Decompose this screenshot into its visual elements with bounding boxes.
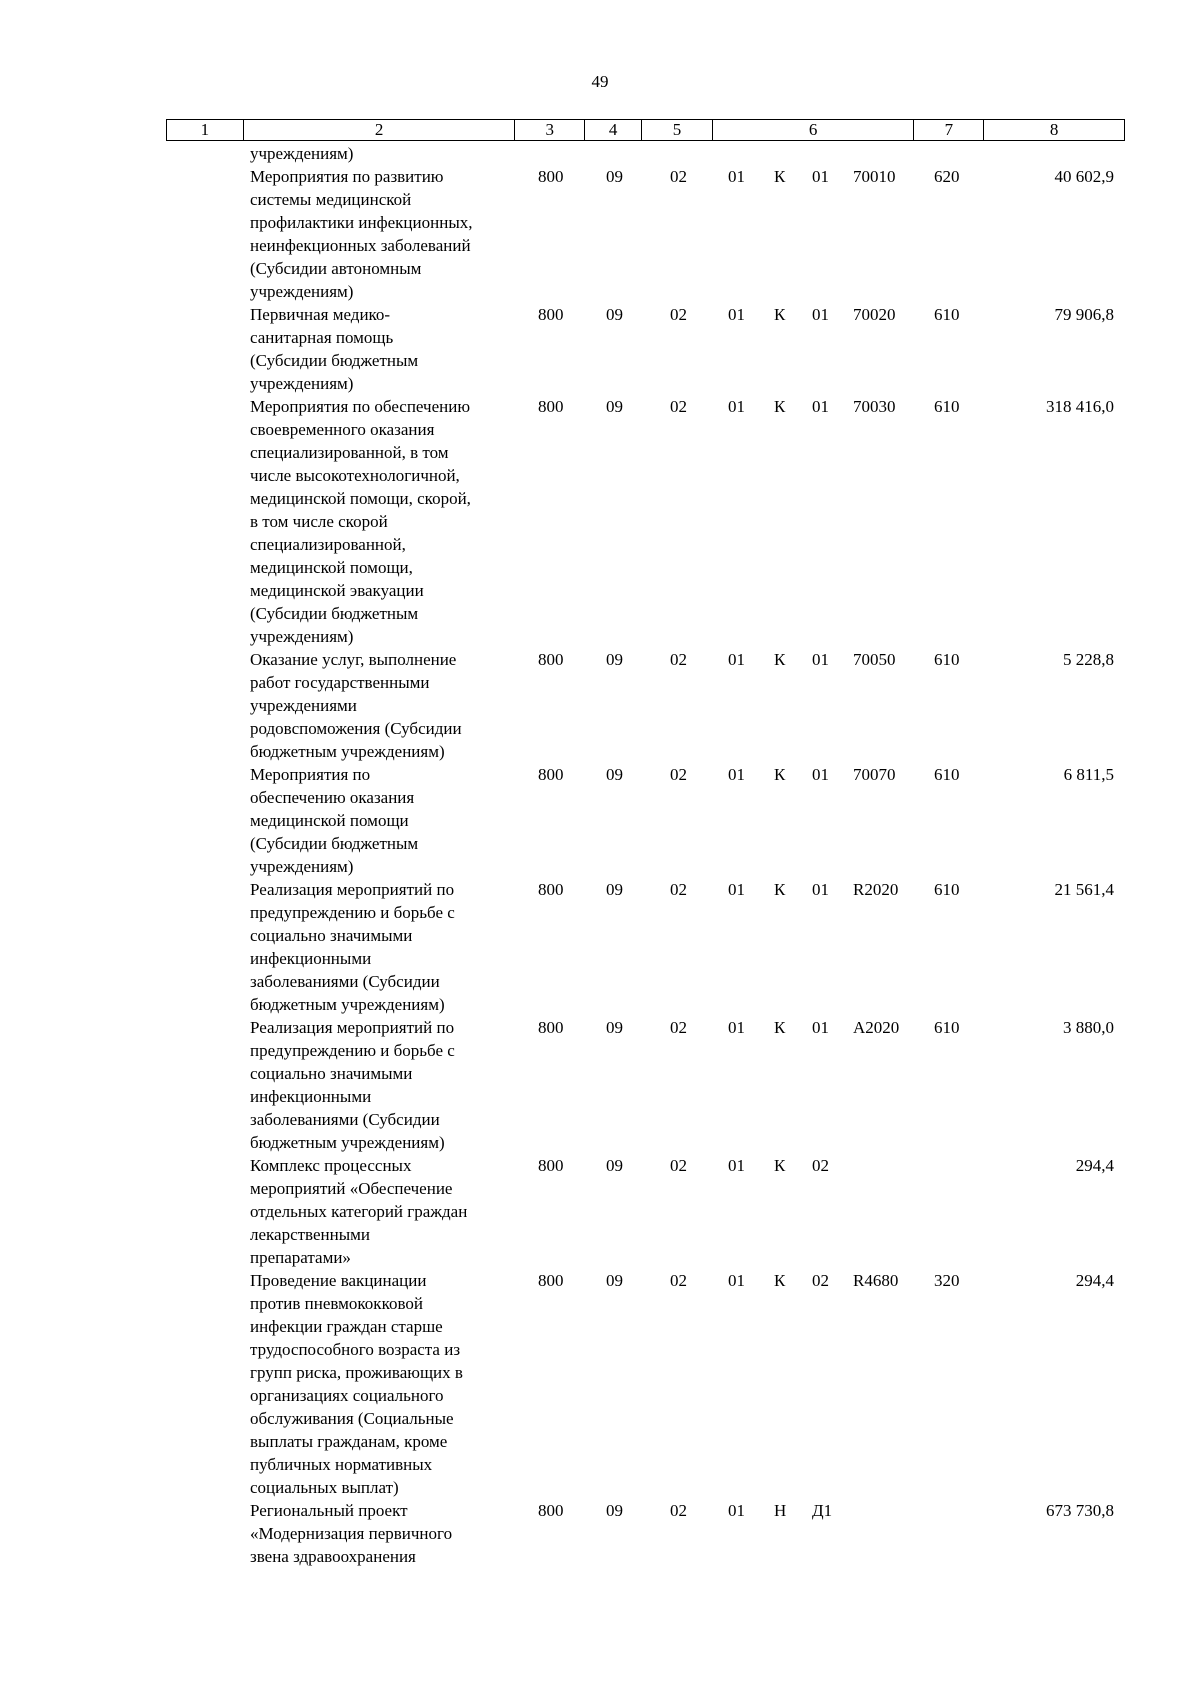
page-number: 49 bbox=[591, 72, 609, 91]
table-row bbox=[0, 165, 1200, 303]
col-8-amount: 79 906,8 bbox=[1054, 305, 1114, 324]
col-4-value: 09 bbox=[606, 1018, 623, 1037]
col-6-program: 01 bbox=[728, 880, 745, 899]
col-8-amount: 5 228,8 bbox=[1063, 650, 1114, 669]
col-6-event: 01 bbox=[812, 1018, 829, 1037]
row-name: Мероприятия по обеспечению своевременного оказания специализированной, в том числе высокотехнологичной, медицинской помощи, скорой, в том числе скорой специализированной, медицинской помощи, медицинской эвакуации (Субсидии бюджетным учреждениям) bbox=[250, 397, 471, 646]
table-row bbox=[0, 878, 1200, 1016]
col-3-value: 800 bbox=[538, 880, 564, 899]
col-6-event: 02 bbox=[812, 1156, 829, 1175]
col-6-subprogram: К bbox=[774, 1271, 786, 1290]
table-row bbox=[0, 1499, 1200, 1568]
row-name: Проведение вакцинации против пневмококковой инфекции граждан старше трудоспособного возраста из групп риска, проживающих в организациях социального обслуживания (Социальные выплаты гражданам, кроме публичных нормативных социальных выплат) bbox=[250, 1271, 463, 1497]
col-6-subprogram: К bbox=[774, 167, 786, 186]
col-6-program: 01 bbox=[728, 765, 745, 784]
row-name: Региональный проект «Модернизация первичного звена здравоохранения bbox=[250, 1501, 453, 1566]
table-row bbox=[0, 763, 1200, 878]
col-6-direction: 70050 bbox=[853, 650, 896, 669]
table-header-row bbox=[166, 119, 1125, 141]
col-5-value: 02 bbox=[670, 1501, 687, 1520]
col-8-amount: 294,4 bbox=[1075, 1271, 1114, 1290]
col-6-direction: R2020 bbox=[853, 880, 899, 899]
col-8-amount: 21 561,4 bbox=[1054, 880, 1114, 899]
table-row-fragment bbox=[0, 142, 1200, 165]
col-7-value: 610 bbox=[934, 397, 960, 416]
table-row bbox=[0, 395, 1200, 648]
col-7-value: 620 bbox=[934, 167, 960, 186]
col-6-program: 01 bbox=[728, 1271, 745, 1290]
header-col-4: 4 bbox=[585, 120, 642, 140]
col-4-value: 09 bbox=[606, 167, 623, 186]
row-name: Оказание услуг, выполнение работ государственными учреждениями родовспоможения (Субсидии бюджетным учреждениям) bbox=[250, 650, 462, 761]
col-4-value: 09 bbox=[606, 1156, 623, 1175]
col-8-amount: 6 811,5 bbox=[1063, 765, 1114, 784]
col-3-value: 800 bbox=[538, 397, 564, 416]
header-col-5: 5 bbox=[642, 120, 713, 140]
col-4-value: 09 bbox=[606, 1501, 623, 1520]
col-6-subprogram: К bbox=[774, 1156, 786, 1175]
col-6-program: 01 bbox=[728, 1018, 745, 1037]
col-7-value: 610 bbox=[934, 880, 960, 899]
col-6-subprogram: Н bbox=[774, 1501, 787, 1520]
table-row bbox=[0, 1269, 1200, 1499]
row-name: учреждениям) bbox=[250, 144, 354, 163]
col-6-subprogram: К bbox=[774, 880, 786, 899]
col-6-subprogram: К bbox=[774, 397, 786, 416]
header-col-7: 7 bbox=[914, 120, 984, 140]
col-8-amount: 40 602,9 bbox=[1054, 167, 1114, 186]
col-6-event: 01 bbox=[812, 880, 829, 899]
col-6-subprogram: К bbox=[774, 1018, 786, 1037]
col-4-value: 09 bbox=[606, 305, 623, 324]
col-6-program: 01 bbox=[728, 650, 745, 669]
col-6-event: 01 bbox=[812, 765, 829, 784]
col-6-event: 01 bbox=[812, 397, 829, 416]
col-6-program: 01 bbox=[728, 1501, 745, 1520]
col-6-event: Д1 bbox=[812, 1501, 833, 1520]
header-col-1: 1 bbox=[167, 120, 244, 140]
col-5-value: 02 bbox=[670, 650, 687, 669]
col-8-amount: 3 880,0 bbox=[1063, 1018, 1114, 1037]
header-col-3: 3 bbox=[515, 120, 585, 140]
col-4-value: 09 bbox=[606, 765, 623, 784]
table-row bbox=[0, 1154, 1200, 1269]
table-row bbox=[0, 303, 1200, 395]
col-3-value: 800 bbox=[538, 305, 564, 324]
table-row bbox=[0, 1016, 1200, 1154]
row-name: Мероприятия по развитию системы медицинской профилактики инфекционных, неинфекционных заболеваний (Субсидии автономным учреждениям) bbox=[250, 167, 473, 301]
col-5-value: 02 bbox=[670, 397, 687, 416]
col-6-subprogram: К bbox=[774, 305, 786, 324]
col-6-direction: A2020 bbox=[853, 1018, 900, 1037]
col-5-value: 02 bbox=[670, 305, 687, 324]
row-name: Комплекс процессных мероприятий «Обеспечение отдельных категорий граждан лекарственными препаратами» bbox=[250, 1156, 468, 1267]
col-7-value: 320 bbox=[934, 1271, 960, 1290]
col-8-amount: 673 730,8 bbox=[1046, 1501, 1114, 1520]
col-6-program: 01 bbox=[728, 397, 745, 416]
col-6-direction: R4680 bbox=[853, 1271, 899, 1290]
col-6-event: 01 bbox=[812, 650, 829, 669]
col-7-value: 610 bbox=[934, 650, 960, 669]
row-name: Первичная медико- санитарная помощь (Субсидии бюджетным учреждениям) bbox=[250, 305, 419, 393]
header-col-2: 2 bbox=[244, 120, 515, 140]
col-5-value: 02 bbox=[670, 1156, 687, 1175]
col-6-event: 01 bbox=[812, 167, 829, 186]
col-6-direction: 70030 bbox=[853, 397, 896, 416]
col-3-value: 800 bbox=[538, 1501, 564, 1520]
row-name: Мероприятия по обеспечению оказания медицинской помощи (Субсидии бюджетным учреждениям) bbox=[250, 765, 419, 876]
col-6-event: 01 bbox=[812, 305, 829, 324]
col-6-event: 02 bbox=[812, 1271, 829, 1290]
col-4-value: 09 bbox=[606, 650, 623, 669]
col-7-value: 610 bbox=[934, 305, 960, 324]
col-4-value: 09 bbox=[606, 880, 623, 899]
col-3-value: 800 bbox=[538, 167, 564, 186]
col-5-value: 02 bbox=[670, 765, 687, 784]
col-6-program: 01 bbox=[728, 167, 745, 186]
col-3-value: 800 bbox=[538, 1156, 564, 1175]
col-3-value: 800 bbox=[538, 650, 564, 669]
table-row bbox=[0, 648, 1200, 763]
col-5-value: 02 bbox=[670, 167, 687, 186]
col-6-direction: 70070 bbox=[853, 765, 896, 784]
row-name: Реализация мероприятий по предупреждению и борьбе с социально значимыми инфекционными заболеваниями (Субсидии бюджетным учреждениям) bbox=[250, 880, 455, 1014]
col-5-value: 02 bbox=[670, 1271, 687, 1290]
col-4-value: 09 bbox=[606, 397, 623, 416]
col-6-program: 01 bbox=[728, 305, 745, 324]
col-8-amount: 294,4 bbox=[1075, 1156, 1114, 1175]
col-6-direction: 70020 bbox=[853, 305, 896, 324]
col-3-value: 800 bbox=[538, 1271, 564, 1290]
col-7-value: 610 bbox=[934, 1018, 960, 1037]
col-4-value: 09 bbox=[606, 1271, 623, 1290]
col-3-value: 800 bbox=[538, 765, 564, 784]
header-col-6: 6 bbox=[713, 120, 915, 140]
col-6-direction: 70010 bbox=[853, 167, 896, 186]
col-3-value: 800 bbox=[538, 1018, 564, 1037]
col-6-subprogram: К bbox=[774, 650, 786, 669]
col-6-subprogram: К bbox=[774, 765, 786, 784]
col-5-value: 02 bbox=[670, 880, 687, 899]
row-name: Реализация мероприятий по предупреждению и борьбе с социально значимыми инфекционными заболеваниями (Субсидии бюджетным учреждениям) bbox=[250, 1018, 455, 1152]
col-7-value: 610 bbox=[934, 765, 960, 784]
header-col-8: 8 bbox=[1049, 120, 1059, 139]
col-8-amount: 318 416,0 bbox=[1046, 397, 1114, 416]
col-6-program: 01 bbox=[728, 1156, 745, 1175]
col-5-value: 02 bbox=[670, 1018, 687, 1037]
table-body bbox=[0, 142, 1200, 1568]
